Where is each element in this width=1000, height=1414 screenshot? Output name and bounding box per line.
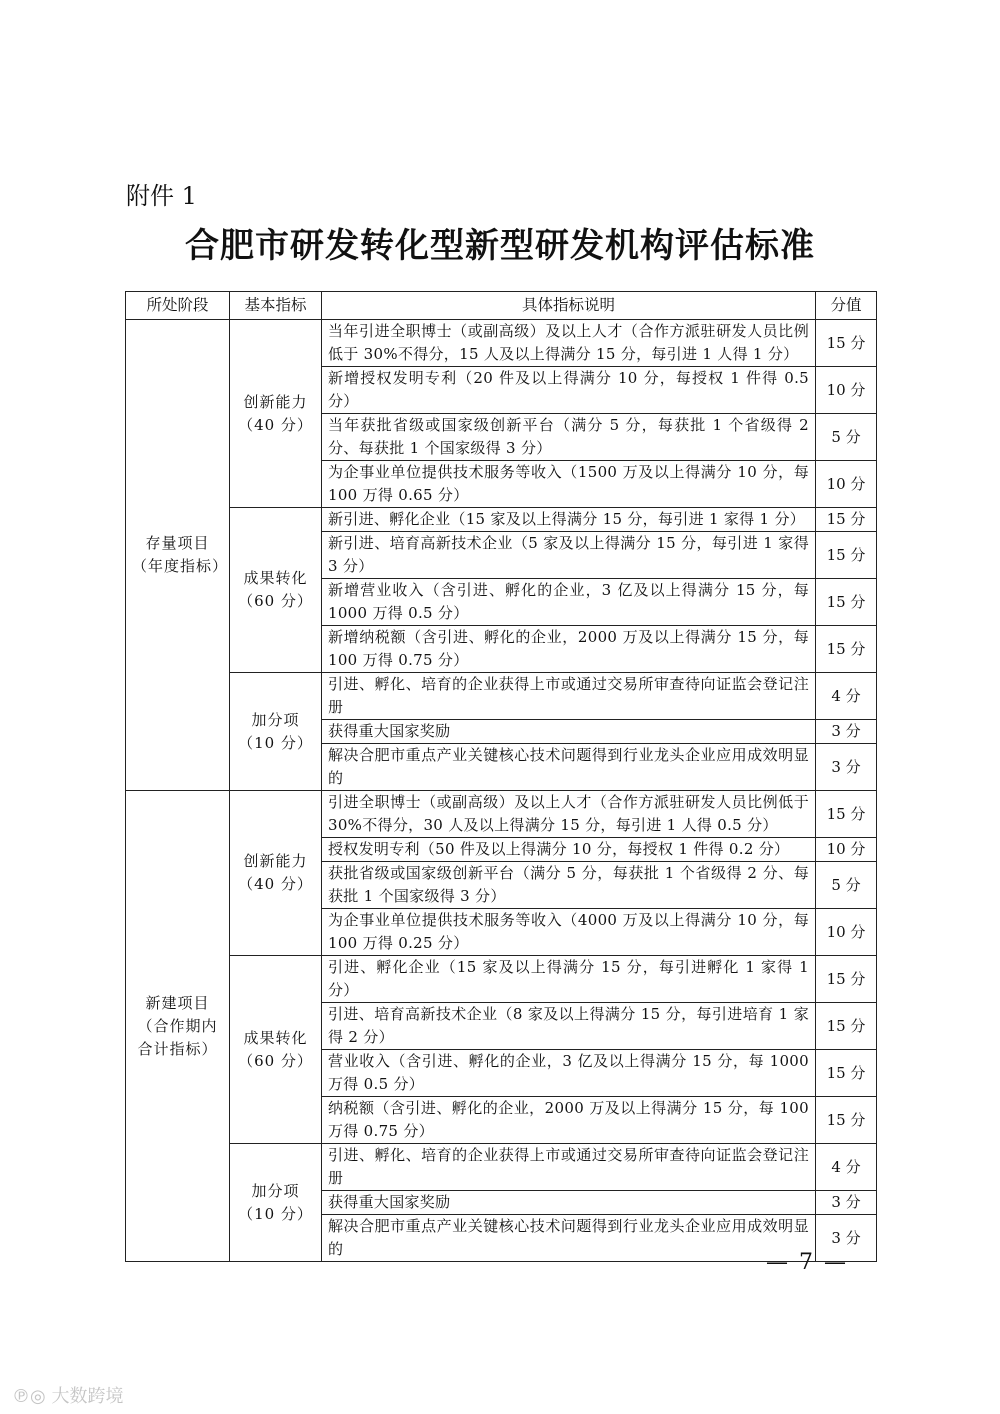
description-cell: 引进、孵化、培育的企业获得上市或通过交易所审查待向证监会登记注册 xyxy=(322,673,816,720)
description-cell: 新增营业收入（含引进、孵化的企业，3 亿及以上得满分 15 分，每 1000 万得 0.5 分） xyxy=(322,579,816,626)
score-cell: 3 分 xyxy=(816,1191,877,1215)
score-cell: 5 分 xyxy=(816,414,877,461)
table-row xyxy=(126,508,877,532)
description-cell: 解决合肥市重点产业关键核心技术问题得到行业龙头企业应用成效明显的 xyxy=(322,1215,816,1262)
indicator-points: （10 分） xyxy=(238,1204,313,1223)
indicator-cell xyxy=(230,791,322,956)
score-cell: 15 分 xyxy=(816,532,877,579)
description-cell: 新引进、培育高新技术企业（5 家及以上得满分 15 分，每引进 1 家得 3 分） xyxy=(322,532,816,579)
stage-name: 存量项目 xyxy=(145,534,210,552)
table-row xyxy=(126,673,877,720)
stage-name: 新建项目 xyxy=(145,993,210,1012)
description-cell: 当年引进全职博士（或副高级）及以上人才（合作方派驻研发人员比例低于 30%不得分，15 人及以上得满分 15 分，每引进 1 人得 1 分） xyxy=(322,320,816,367)
stage-cell xyxy=(126,320,230,791)
header-description: 具体指标说明 xyxy=(322,292,816,320)
score-cell: 15 分 xyxy=(816,320,877,367)
score-cell: 15 分 xyxy=(816,791,877,838)
description-cell: 纳税额（含引进、孵化的企业，2000 万及以上得满分 15 分，每 100 万得 0.75 分） xyxy=(322,1097,816,1144)
indicator-points: （10 分） xyxy=(238,733,313,752)
description-cell: 新引进、孵化企业（15 家及以上得满分 15 分，每引进 1 家得 1 分） xyxy=(322,508,816,532)
document-title: 合肥市研发转化型新型研发机构评估标准 xyxy=(185,226,815,266)
score-cell: 4 分 xyxy=(816,1144,877,1191)
stage-scope: （年度指标） xyxy=(132,557,229,575)
score-cell: 15 分 xyxy=(816,1050,877,1097)
table-row xyxy=(126,956,877,1003)
description-cell: 引进、培育高新技术企业（8 家及以上得满分 15 分，每引进培育 1 家得 2 分） xyxy=(322,1003,816,1050)
indicator-cell xyxy=(230,320,322,508)
indicator-cell xyxy=(230,673,322,791)
description-cell: 解决合肥市重点产业关键核心技术问题得到行业龙头企业应用成效明显的 xyxy=(322,744,816,791)
description-cell: 获得重大国家奖励 xyxy=(322,1191,816,1215)
stage-scope-cont: 合计指标） xyxy=(137,1039,218,1058)
watermark-text: 大数跨境 xyxy=(51,1386,124,1407)
description-cell: 获得重大国家奖励 xyxy=(322,720,816,744)
score-cell: 10 分 xyxy=(816,461,877,508)
indicator-points: （40 分） xyxy=(238,415,313,434)
description-cell: 引进全职博士（或副高级）及以上人才（合作方派驻研发人员比例低于 30%不得分，30 人及以上得满分 15 分，每引进 1 人得 0.5 分） xyxy=(322,791,816,838)
score-cell: 15 分 xyxy=(816,1097,877,1144)
score-cell: 10 分 xyxy=(816,838,877,862)
score-cell: 10 分 xyxy=(816,909,877,956)
score-cell: 15 分 xyxy=(816,1003,877,1050)
score-cell: 4 分 xyxy=(816,673,877,720)
table-header-row xyxy=(126,292,877,320)
header-stage: 所处阶段 xyxy=(126,292,230,320)
score-cell: 3 分 xyxy=(816,1215,877,1262)
description-cell: 引进、孵化企业（15 家及以上得满分 15 分，每引进孵化 1 家得 1 分） xyxy=(322,956,816,1003)
description-cell: 获批省级或国家级创新平台（满分 5 分，每获批 1 个省级得 2 分、每获批 1 个国家级得 3 分） xyxy=(322,862,816,909)
description-cell: 营业收入（含引进、孵化的企业，3 亿及以上得满分 15 分，每 1000 万得 0.5 分） xyxy=(322,1050,816,1097)
attachment-label: 附件 1 xyxy=(126,182,197,210)
indicator-name: 成果转化 xyxy=(243,569,308,587)
indicator-name: 加分项 xyxy=(251,710,300,729)
table-row xyxy=(126,320,877,367)
indicator-points: （60 分） xyxy=(238,592,313,610)
header-score: 分值 xyxy=(816,292,877,320)
score-cell: 15 分 xyxy=(816,579,877,626)
description-cell: 当年获批省级或国家级创新平台（满分 5 分，每获批 1 个省级得 2 分、每获批 1 个国家级得 3 分） xyxy=(322,414,816,461)
indicator-cell xyxy=(230,1144,322,1262)
table-row xyxy=(126,791,877,838)
description-cell: 引进、孵化、培育的企业获得上市或通过交易所审查待向证监会登记注册 xyxy=(322,1144,816,1191)
description-cell: 为企事业单位提供技术服务等收入（4000 万及以上得满分 10 分，每 100 万得 0.25 分） xyxy=(322,909,816,956)
description-cell: 新增授权发明专利（20 件及以上得满分 10 分，每授权 1 件得 0.5 分） xyxy=(322,367,816,414)
watermark-logo-icon: ℗◎ xyxy=(12,1386,46,1407)
stage-scope: （合作期内 xyxy=(137,1016,218,1035)
indicator-points: （60 分） xyxy=(238,1051,313,1070)
score-cell: 15 分 xyxy=(816,626,877,673)
score-cell: 15 分 xyxy=(816,956,877,1003)
table-row xyxy=(126,1144,877,1191)
indicator-cell xyxy=(230,508,322,673)
score-cell: 3 分 xyxy=(816,744,877,791)
description-cell: 为企事业单位提供技术服务等收入（1500 万及以上得满分 10 分，每 100 万得 0.65 分） xyxy=(322,461,816,508)
score-cell: 10 分 xyxy=(816,367,877,414)
page-number: — 7 — xyxy=(766,1250,848,1275)
indicator-name: 加分项 xyxy=(251,1181,300,1200)
description-cell: 新增纳税额（含引进、孵化的企业，2000 万及以上得满分 15 分，每 100 万得 0.75 分） xyxy=(322,626,816,673)
indicator-cell xyxy=(230,956,322,1144)
indicator-name: 创新能力 xyxy=(243,852,308,870)
stage-cell xyxy=(126,791,230,1262)
watermark xyxy=(12,1382,123,1408)
score-cell: 5 分 xyxy=(816,862,877,909)
indicator-name: 创新能力 xyxy=(243,392,308,411)
evaluation-standard-table xyxy=(125,291,877,1262)
indicator-points: （40 分） xyxy=(238,875,313,893)
score-cell: 3 分 xyxy=(816,720,877,744)
header-indicator: 基本指标 xyxy=(230,292,322,320)
indicator-name: 成果转化 xyxy=(243,1028,308,1047)
description-cell: 授权发明专利（50 件及以上得满分 10 分，每授权 1 件得 0.2 分） xyxy=(322,838,816,862)
score-cell: 15 分 xyxy=(816,508,877,532)
